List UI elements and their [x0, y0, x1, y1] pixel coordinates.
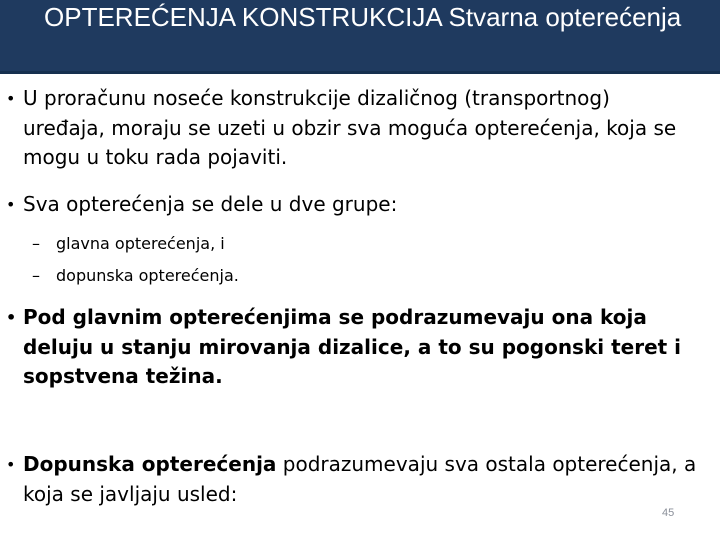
bullet-text: Sva opterećenja se dele u dve grupe: [23, 192, 398, 216]
bullet-icon: • [6, 455, 16, 474]
bullet-text [23, 450, 698, 509]
title-bar [0, 0, 720, 74]
bullet-icon: • [6, 195, 16, 214]
bullet-text: Pod glavnim opterećenjima se podrazumevaju ona koja deluju u stanju mirovanja dizalice, a to su pogonski teret i sopstvena težina. [23, 305, 682, 389]
dash-icon: – [32, 234, 40, 253]
sub-bullet-text: glavna opterećenja, i [56, 234, 225, 253]
bullet-text: U proračunu noseće konstrukcije dizaličnog (transportnog) uređaja, moraju se uzeti u obzir sva moguća opterećenja, koja se mogu u toku rada pojaviti. [23, 86, 677, 170]
bullet-icon: • [6, 308, 17, 327]
bullet-bold-text: Dopunska opterećenja [23, 452, 277, 476]
dash-icon: – [32, 266, 40, 285]
sub-bullet-text: dopunska opterećenja. [56, 266, 239, 285]
slide-title: OPTEREĆENJA KONSTRUKCIJA Stvarna opterećenja [44, 2, 682, 32]
page-number: 45 [662, 507, 675, 519]
bullet-rest-text: podrazumevaju sva ostala opterećenja, a koja se javljaju usled: [23, 452, 697, 506]
bullet-icon: • [6, 89, 16, 108]
